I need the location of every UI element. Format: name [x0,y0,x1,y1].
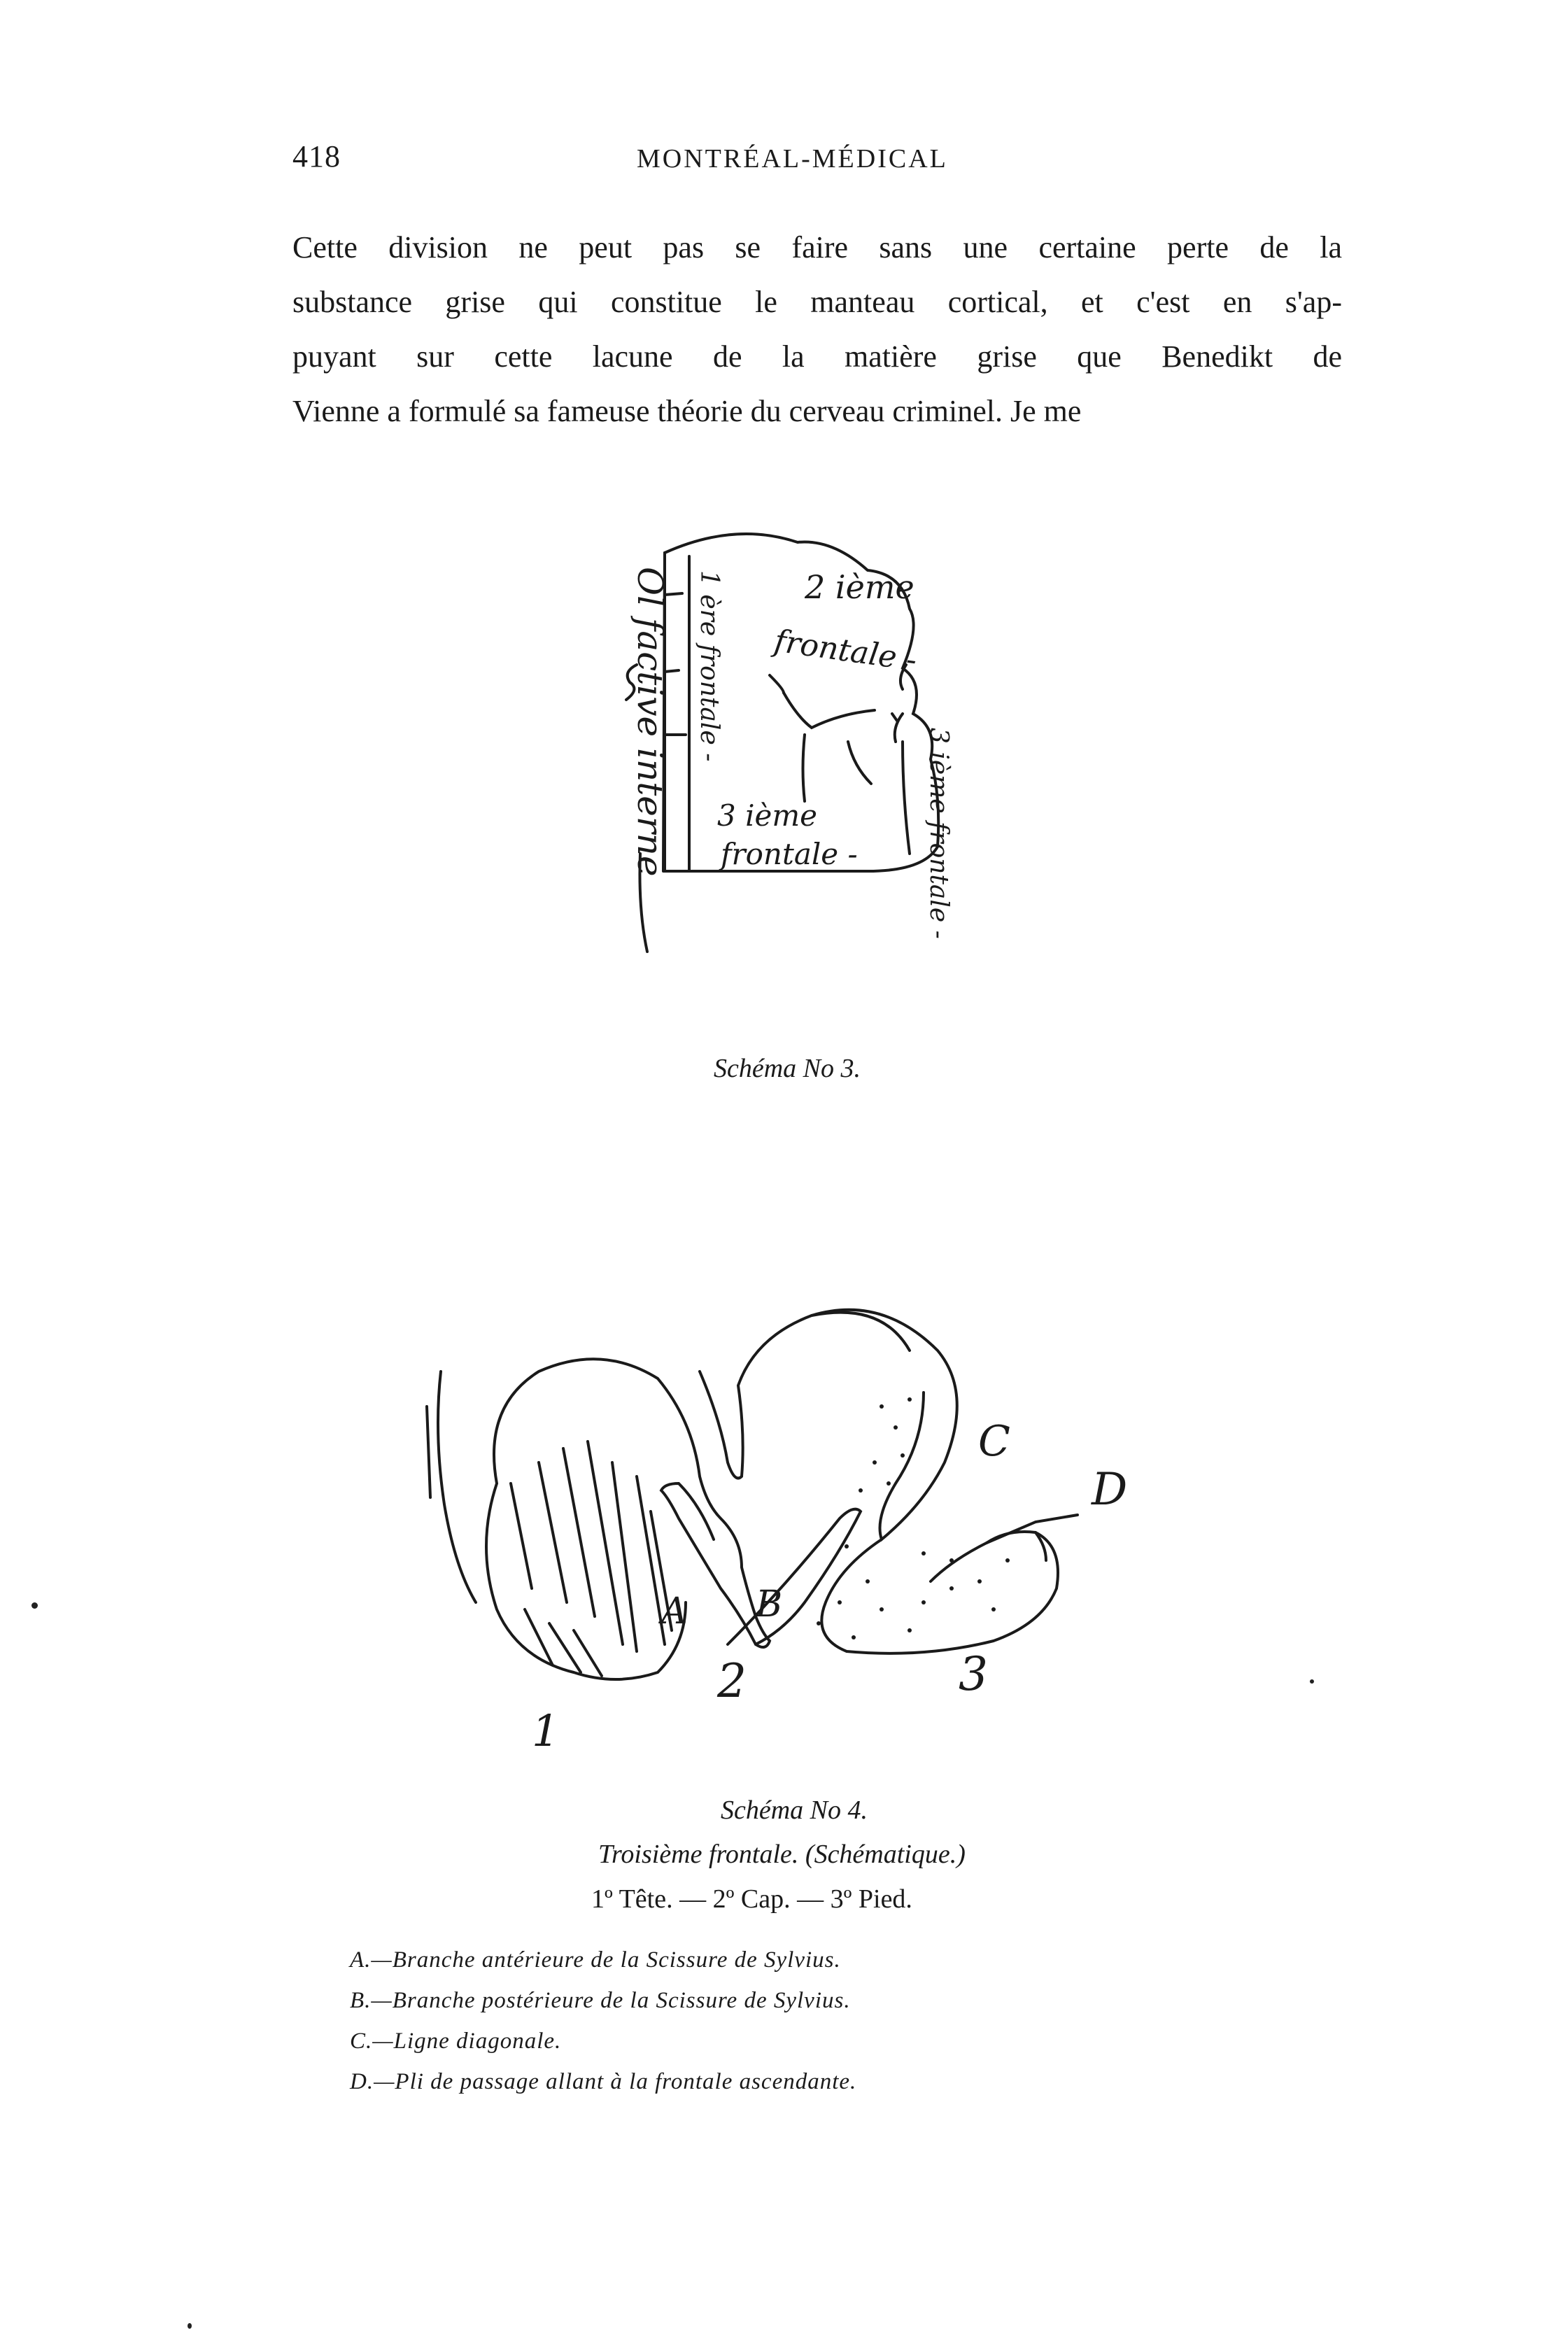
legend-item-c: C.—Ligne diagonale. [350,2029,562,2054]
schema-4-subcaption: Troisième frontale. (Schématique.) [598,1840,966,1869]
scan-speck [31,1602,38,1609]
body-paragraph [292,220,1342,439]
schema-3-figure [574,504,1064,1036]
label-1ere-frontale: 1 ère frontale - [695,570,723,762]
label-1: 1 [532,1705,560,1756]
label-3: 3 [959,1647,988,1701]
label-c: C [978,1417,1010,1466]
legend-item-a: A.—Branche antérieure de la Scissure de Sylvius. [350,1947,841,1973]
figure-legend [350,1940,856,2102]
label-a: A [661,1590,688,1632]
scan-speck [188,2323,192,2329]
scan-speck [1310,1679,1314,1684]
schema-3-caption: Schéma No 3. [714,1054,861,1083]
body-line-4: Vienne a formulé sa fameuse théorie du cerveau criminel. Je me [292,394,1082,428]
label-b: B [756,1583,783,1625]
label-frontale-bottom: frontale - [721,837,858,871]
label-olfactive-interne: Ol factive interne [630,567,670,877]
label-3ieme-bottom: 3 ième [717,798,818,833]
body-line-1: Cette division ne peut pas se faire sans une certaine perte de la [292,230,1342,264]
legend-item-d: D.—Pli de passage allant à la frontale ascendante. [350,2069,857,2094]
body-line-3: puyant sur cette lacune de la matière grise que Benedikt de [292,339,1342,374]
label-3ieme-frontale-right: 3 ième frontale - [924,728,953,939]
page-number: 418 [292,139,341,174]
head-lobe [486,1359,770,1679]
label-2: 2 [717,1654,747,1708]
schema-4-parts: 1º Tête. — 2º Cap. — 3º Pied. [591,1884,912,1914]
body-line-2: substance grise qui constitue le manteau cortical, et c'est en s'ap- [292,285,1342,319]
label-2ieme: 2 ième [805,568,914,606]
label-frontale-top: frontale - [772,623,919,679]
legend-item-b: B.—Branche postérieure de la Scissure de Sylvius. [350,1988,851,2013]
running-title: MONTRÉAL-MÉDICAL [637,144,948,174]
label-d: D [1092,1464,1128,1516]
schema-4-figure [392,1253,1231,1784]
schema-4-caption: Schéma No 4. [721,1796,868,1825]
